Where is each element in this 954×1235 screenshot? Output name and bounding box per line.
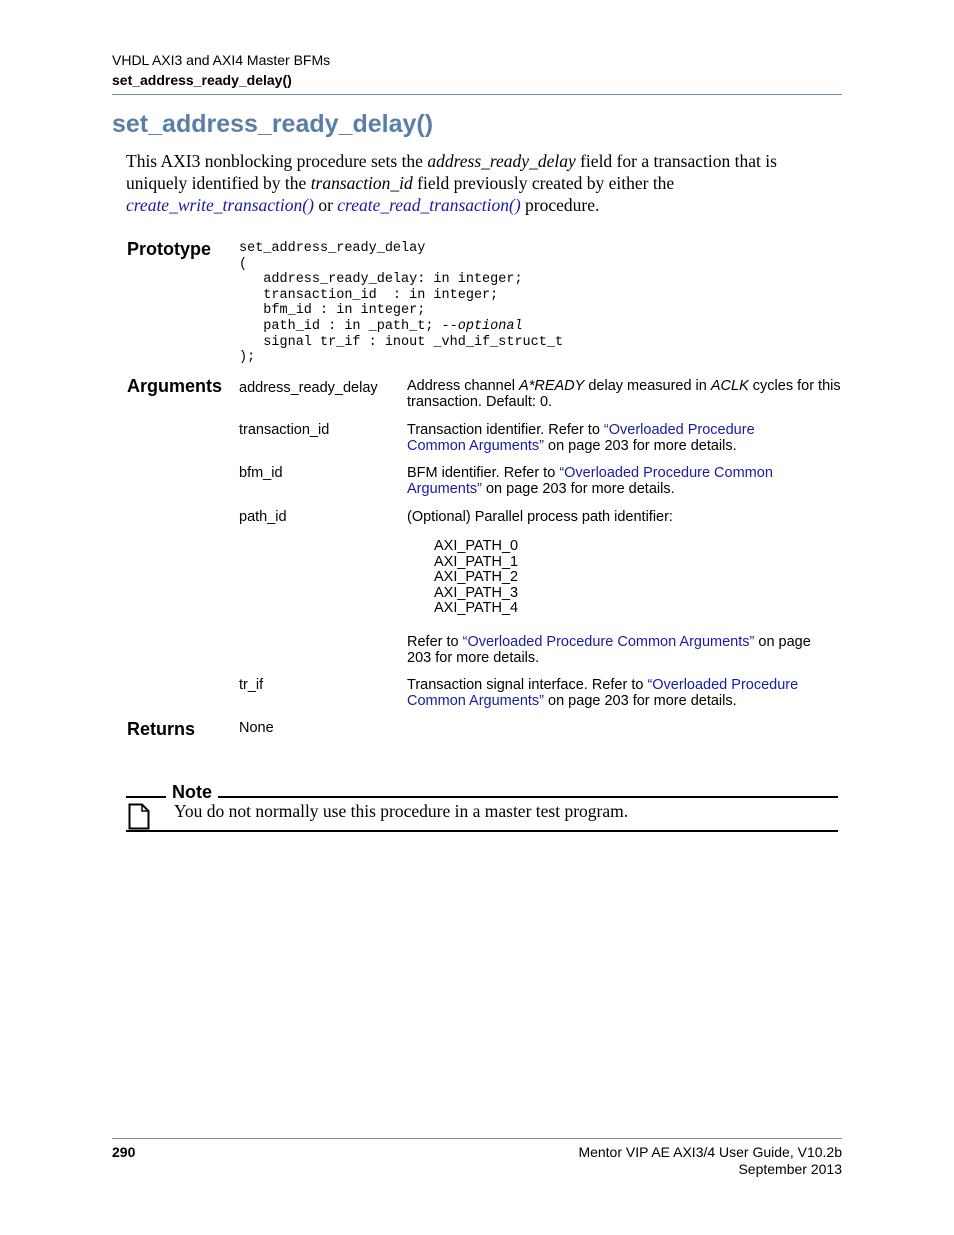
running-header-section: set_address_ready_delay() [112,72,292,88]
create-write-transaction-link[interactable]: create_write_transaction() [126,195,314,215]
arg-name-path-id: path_id [239,509,287,525]
arg-desc-tr-if: Transaction signal interface. Refer to “Overloaded Procedure Common Arguments” on page 203 for more details. [407,677,799,709]
footer-guide-info [578,1144,842,1178]
arg-desc-path-id-refer: Refer to “Overloaded Procedure Common Arguments” on page 203 for more details. [407,634,811,666]
page-number: 290 [112,1144,136,1160]
list-item: AXI_PATH_2 [434,569,519,586]
list-item: AXI_PATH_0 [434,538,519,554]
overloaded-args-link[interactable]: “Overloaded Procedure Common Arguments” [462,634,755,650]
overloaded-args-link[interactable]: “Overloaded Procedure Common Arguments” [407,465,773,497]
returns-label: Returns [127,719,196,739]
note-label: Note [172,782,212,802]
note-rule-bottom [126,830,838,832]
arg-name-bfm-id: bfm_id [239,465,283,481]
arg-desc-transaction-id: Transaction identifier. Refer to “Overloaded Procedure Common Arguments” on page 203 for more details. [407,422,755,454]
arg-name-address-ready-delay: address_ready_delay [239,380,378,396]
arguments-label: Arguments [127,376,223,396]
footer-divider [112,1138,842,1139]
overloaded-args-link[interactable]: “Overloaded Procedure Common Arguments” [407,677,799,709]
returns-value: None [239,720,274,736]
prototype-code: set_address_ready_delay ( address_ready_delay: in integer; transaction_id : in integer; bfm_id : in integer; path_id : in _path_t; --optional signal tr_if : inout _vhd_if_struct_t ); [239,241,564,366]
intro-paragraph: This AXI3 nonblocking procedure sets the address_ready_delay field for a transaction that is uniquely identified by the transaction_id field previously created by either the create_write_transaction() or create_read_transaction() procedure. [126,151,777,215]
overloaded-args-link[interactable]: “Overloaded Procedure Common Arguments” [407,422,755,454]
create-read-transaction-link[interactable]: create_read_transaction() [337,195,521,215]
running-header-chapter: VHDL AXI3 and AXI4 Master BFMs [112,52,331,68]
footer-date: September 2013 [738,1161,842,1177]
arg-desc-path-id: (Optional) Parallel process path identifier: [407,509,673,525]
arg-desc-bfm-id: BFM identifier. Refer to “Overloaded Procedure Common Arguments” on page 203 for more details. [407,465,773,497]
footer-guide-title: Mentor VIP AE AXI3/4 User Guide, V10.2b [578,1144,842,1160]
header-divider [112,94,842,95]
arg-desc-address-ready-delay: Address channel A*READY delay measured in ACLK cycles for this transaction. Default: 0. [407,378,841,410]
page-title: set_address_ready_delay() [112,110,434,138]
path-id-values-list [434,539,518,617]
list-item: AXI_PATH_4 [434,600,519,617]
list-item: AXI_PATH_1 [434,553,519,570]
arg-name-transaction-id: transaction_id [239,422,330,438]
prototype-label: Prototype [127,239,212,259]
list-item: AXI_PATH_3 [434,584,519,601]
arg-name-tr-if: tr_if [239,677,264,693]
note-rule-left [126,796,166,798]
note-rule-right [218,796,838,798]
note-text: You do not normally use this procedure in a master test program. [174,801,629,821]
